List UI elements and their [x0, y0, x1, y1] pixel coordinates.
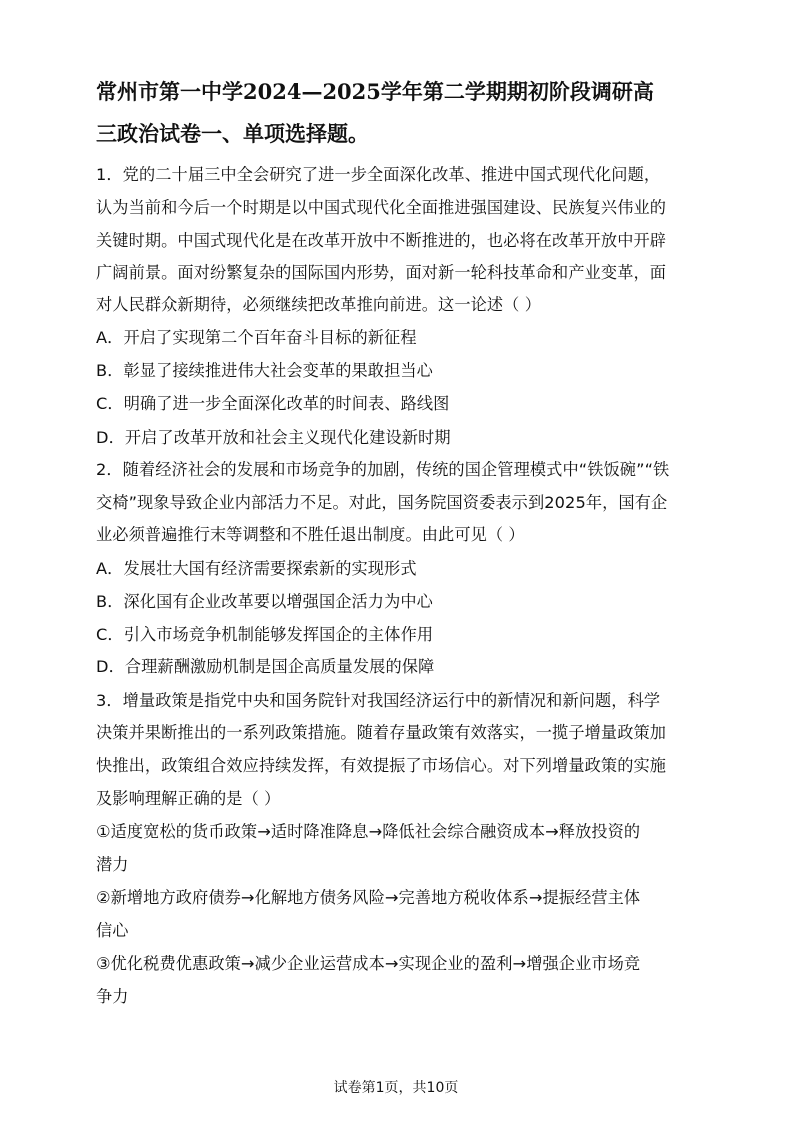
question-1-option-c: C．明确了进一步全面深化改革的时间表、路线图	[96, 394, 450, 413]
question-3-stem-line: 及影响理解正确的是（ ）	[96, 789, 281, 808]
question-3-item-3-cont: 争力	[96, 987, 129, 1006]
question-2-option-b: B．深化国有企业改革要以增强国企活力为中心	[96, 592, 433, 611]
question-3-stem-line: 3．增量政策是指党中央和国务院针对我国经济运行中的新情况和新问题，科学	[96, 691, 661, 710]
question-2-stem-line: 业必须普遍推行末等调整和不胜任退出制度。由此可见（ ）	[96, 525, 525, 544]
page-footer: 试卷第1页，共10页	[333, 1080, 459, 1096]
question-3-item-2-cont: 信心	[96, 921, 129, 940]
question-2-option-d: D．合理薪酬激励机制是国企高质量发展的保障	[96, 657, 435, 676]
question-1-option-d: D．开启了改革开放和社会主义现代化建设新时期	[96, 428, 451, 447]
question-3-item-1: ①适度宽松的货币政策→适时降准降息→降低社会综合融资成本→释放投资的	[96, 822, 641, 841]
question-1-stem-line: 认为当前和今后一个时期是以中国式现代化全面推进强国建设、民族复兴伟业的	[96, 198, 667, 217]
question-1-stem-line: 广阔前景。面对纷繁复杂的国际国内形势，面对新一轮科技革命和产业变革，面	[96, 263, 667, 282]
question-2-stem-line: 2．随着经济社会的发展和市场竞争的加剧，传统的国企管理模式中“铁饭碗”“铁	[96, 460, 670, 479]
question-1-option-a: A．开启了实现第二个百年奋斗目标的新征程	[96, 328, 417, 347]
question-3-stem-line: 决策并果断推出的一系列政策措施。随着存量政策有效落实，一揽子增量政策加	[96, 723, 667, 742]
question-3-item-3: ③优化税费优惠政策→减少企业运营成本→实现企业的盈利→增强企业市场竞	[96, 954, 641, 973]
question-3-item-2: ②新增地方政府债券→化解地方债务风险→完善地方税收体系→提振经营主体	[96, 888, 641, 907]
question-1-option-b: B．彰显了接续推进伟大社会变革的果敢担当心	[96, 361, 433, 380]
question-3-item-1-cont: 潜力	[96, 855, 129, 874]
exam-title-line2: 三政治试卷一、单项选择题。	[96, 121, 369, 146]
question-2-option-c: C．引入市场竞争机制能够发挥国企的主体作用	[96, 625, 434, 644]
question-2-stem-line: 交椅”现象导致企业内部活力不足。对此，国务院国资委表示到2025年，国有企	[96, 493, 668, 512]
question-3-stem-line: 快推出，政策组合效应持续发挥，有效提振了市场信心。对下列增量政策的实施	[96, 756, 667, 775]
question-1-stem-line: 1．党的二十届三中全会研究了进一步全面深化改革、推进中国式现代化问题，	[96, 165, 661, 184]
question-1-stem-line: 关键时期。中国式现代化是在改革开放中不断推进的，也必将在改革开放中开辟	[96, 231, 667, 250]
question-2-option-a: A．发展壮大国有经济需要探索新的实现形式	[96, 559, 417, 578]
question-1-stem-line: 对人民群众新期待，必须继续把改革推向前进。这一论述（ ）	[96, 295, 542, 314]
exam-title-line1: 常州市第一中学2024—2025学年第二学期期初阶段调研高	[96, 79, 654, 104]
